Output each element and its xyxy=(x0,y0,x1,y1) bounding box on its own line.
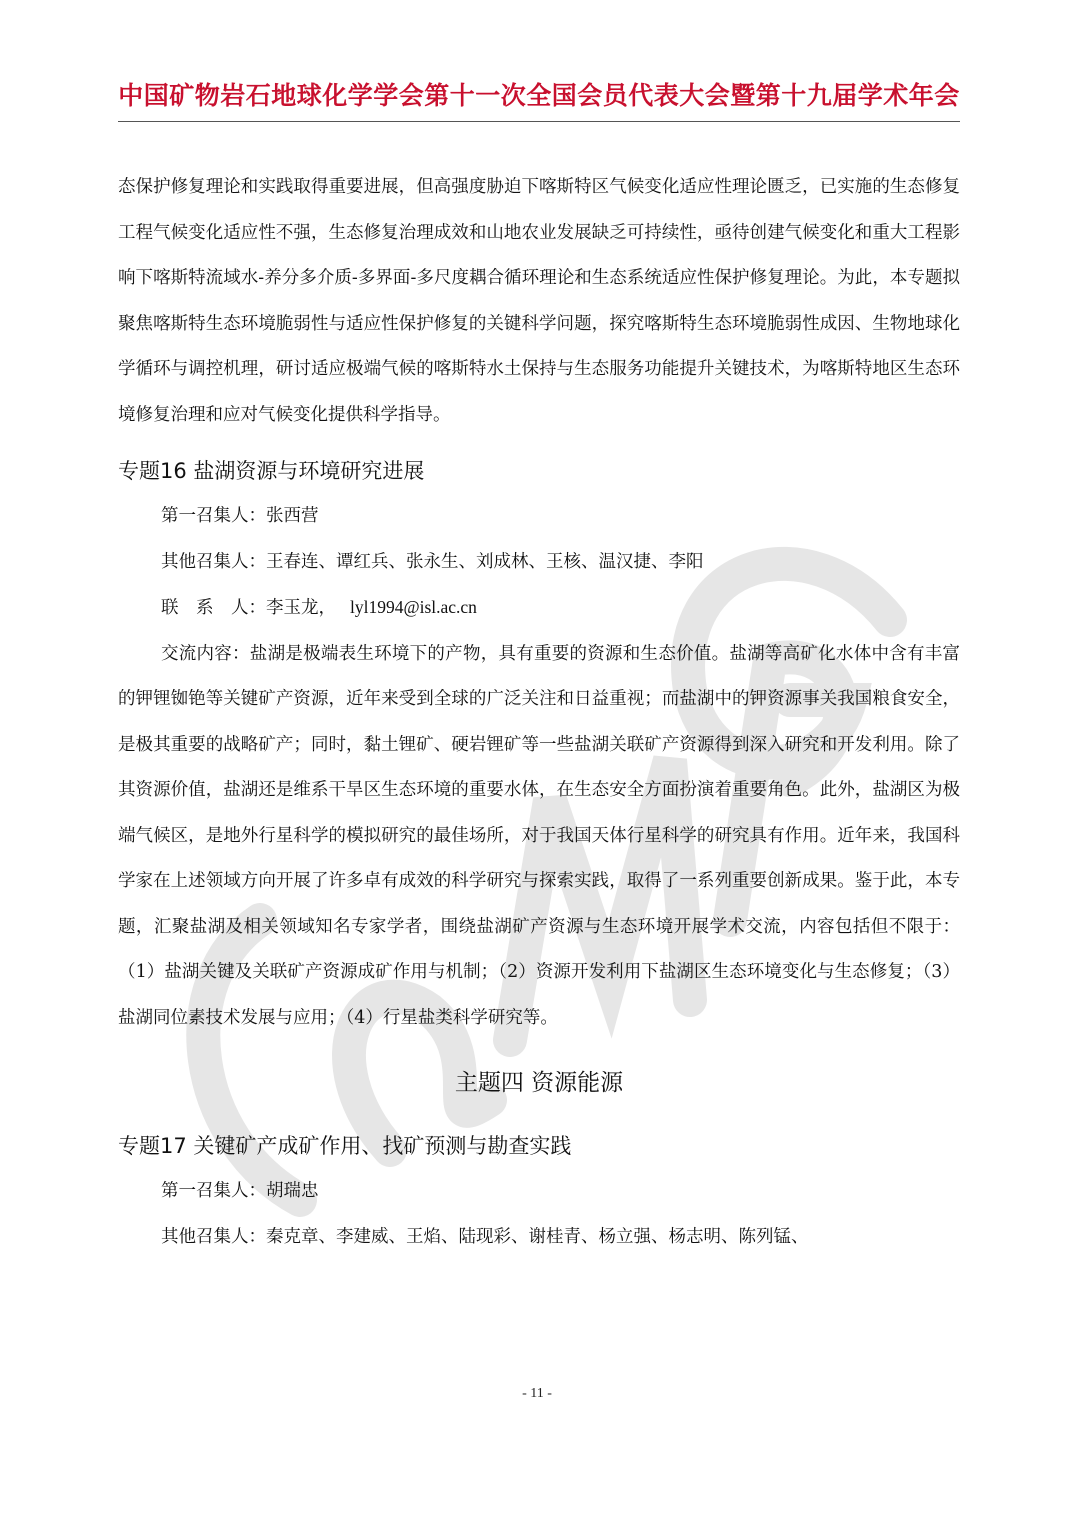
page-content xyxy=(118,165,960,1260)
page-number: - 11 - xyxy=(522,1386,552,1401)
section16-contact xyxy=(118,585,960,632)
section17-first-convener: 第一召集人：胡瑞忠 xyxy=(161,1181,319,1201)
section16-first-convener: 第一召集人：张西营 xyxy=(161,506,319,526)
section17-other-conveners: 其他召集人：秦克章、李建威、王焰、陆现彩、谢桂青、杨立强、杨志明、陈列锰、 xyxy=(161,1226,809,1247)
section16-contact-label: 联 系 人：李玉龙， xyxy=(161,598,336,618)
section16-title: 专题16 盐湖资源与环境研究进展 xyxy=(118,459,425,483)
section16-other-conveners: 其他召集人：王春连、谭红兵、张永生、刘成林、王核、温汉捷、李阳 xyxy=(161,551,704,572)
section15-continued-paragraph: 态保护修复理论和实践取得重要进展，但高强度胁迫下喀斯特区气候变化适应性理论匮乏，已实施的生态修复工程气候变化适应性不强，生态修复治理成效和山地农业发展缺乏可持续性，亟待创建气候变化和重大工程影响下喀斯特流域水-养分多介质-多界面-多尺度耦合循环理论和生态系统适应性保护修复理论。为此，本专题拟聚焦喀斯特生态环境脆弱性与适应性保护修复的关键科学问题，探究喀斯特生态环境脆弱性成因、生物地球化学循环与调控机理，研讨适应极端气候的喀斯特水土保持与生态服务功能提升关键技术，为喀斯特地区生态环境修复治理和应对气候变化提供科学指导。 xyxy=(118,177,960,425)
section17-title: 专题17 关键矿产成矿作用、找矿预测与勘查实践 xyxy=(118,1134,572,1158)
conference-header: 中国矿物岩石地球化学学会第十一次全国会员代表大会暨第十九届学术年会 xyxy=(118,81,960,110)
header-divider xyxy=(118,121,960,122)
section16-contact-email[interactable]: lyl1994@isl.ac.cn xyxy=(350,597,477,617)
section16-content: 交流内容：盐湖是极端表生环境下的产物，具有重要的资源和生态价值。盐湖等高矿化水体中含有丰富的钾锂铷铯等关键矿产资源，近年来受到全球的广泛关注和日益重视；而盐湖中的钾资源事关我国粮食安全，是极其重要的战略矿产；同时，黏土锂矿、硬岩锂矿等一些盐湖关联矿产资源得到深入研究和开发利用。除了其资源价值，盐湖还是维系干旱区生态环境的重要水体，在生态安全方面扮演着重要角色。此外，盐湖区为极端气候区，是地外行星科学的模拟研究的最佳场所，对于我国天体行星科学的研究具有作用。近年来，我国科学家在上述领域方向开展了许多卓有成效的科学研究与探索实践，取得了一系列重要创新成果。鉴于此，本专题，汇聚盐湖及相关领域知名专家学者，围绕盐湖矿产资源与生态环境开展学术交流，内容包括但不限于：（1）盐湖关键及关联矿产资源成矿作用与机制；（2）资源开发利用下盐湖区生态环境变化与生态修复；（3）盐湖同位素技术发展与应用；（4）行星盐类科学研究等。 xyxy=(118,643,960,1028)
theme4-title: 主题四 资源能源 xyxy=(454,1070,624,1096)
